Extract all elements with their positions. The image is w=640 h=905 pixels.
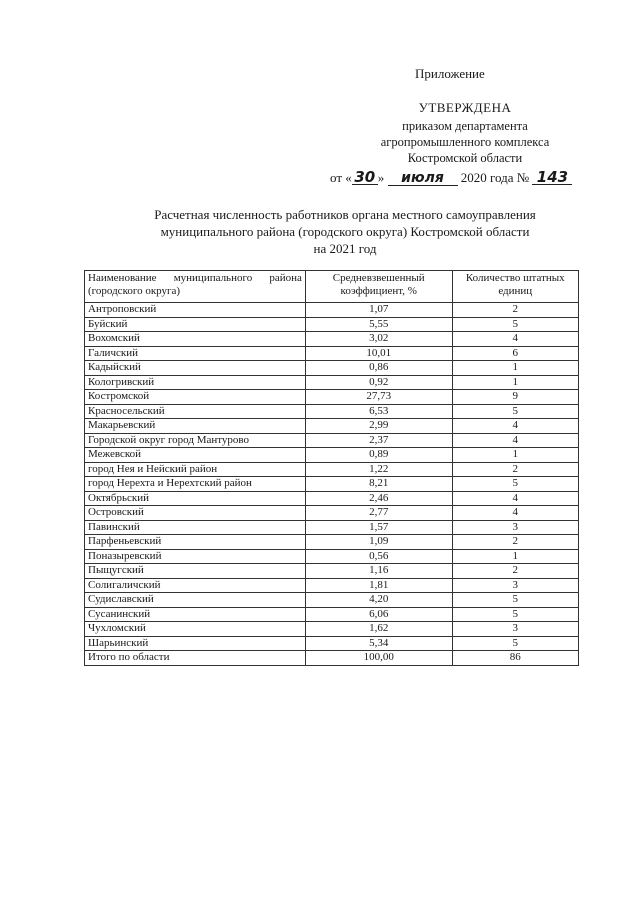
cell-staff-units: 4 bbox=[452, 433, 578, 448]
order-date-line bbox=[330, 170, 572, 186]
cell-district: Островский bbox=[85, 506, 306, 521]
table-row bbox=[85, 491, 579, 506]
title-line-1: Расчетная численность работников органа местного самоуправления bbox=[154, 207, 536, 222]
cell-district: Кологривский bbox=[85, 375, 306, 390]
date-mid: » bbox=[377, 170, 385, 185]
cell-district: Итого по области bbox=[85, 651, 306, 666]
cell-district: Пыщугский bbox=[85, 564, 306, 579]
cell-staff-units: 4 bbox=[452, 491, 578, 506]
cell-staff-units: 5 bbox=[452, 404, 578, 419]
table-row bbox=[85, 636, 579, 651]
table-row bbox=[85, 520, 579, 535]
table-body bbox=[85, 303, 579, 666]
cell-district: Шарьинский bbox=[85, 636, 306, 651]
table-row bbox=[85, 317, 579, 332]
cell-district: Сусанинский bbox=[85, 607, 306, 622]
year-text: 2020 года № bbox=[460, 170, 530, 185]
handwritten-order-number: 143 bbox=[532, 170, 572, 185]
table-row bbox=[85, 607, 579, 622]
table-row bbox=[85, 361, 579, 376]
table-row bbox=[85, 564, 579, 579]
cell-coefficient: 1,22 bbox=[305, 462, 452, 477]
cell-staff-units: 5 bbox=[452, 593, 578, 608]
cell-staff-units: 86 bbox=[452, 651, 578, 666]
cell-district: Октябрьский bbox=[85, 491, 306, 506]
table-total-row bbox=[85, 651, 579, 666]
cell-coefficient: 100,00 bbox=[305, 651, 452, 666]
cell-district: Павинский bbox=[85, 520, 306, 535]
handwritten-month: июля bbox=[388, 171, 458, 186]
cell-coefficient: 5,34 bbox=[305, 636, 452, 651]
table-row bbox=[85, 433, 579, 448]
handwritten-day: 30 bbox=[352, 170, 378, 185]
approval-line-2: агропромышленного комплекса bbox=[380, 135, 550, 149]
cell-staff-units: 2 bbox=[452, 564, 578, 579]
cell-staff-units: 2 bbox=[452, 535, 578, 550]
cell-coefficient: 0,86 bbox=[305, 361, 452, 376]
cell-district: Парфеньевский bbox=[85, 535, 306, 550]
cell-staff-units: 3 bbox=[452, 622, 578, 637]
table-row bbox=[85, 578, 579, 593]
cell-staff-units: 5 bbox=[452, 636, 578, 651]
cell-coefficient: 4,20 bbox=[305, 593, 452, 608]
cell-district: Костромской bbox=[85, 390, 306, 405]
column-header-staff-units: Количество штатных единиц bbox=[452, 271, 578, 303]
cell-coefficient: 2,46 bbox=[305, 491, 452, 506]
cell-staff-units: 4 bbox=[452, 506, 578, 521]
table-row bbox=[85, 390, 579, 405]
cell-district: Судиславский bbox=[85, 593, 306, 608]
table-row bbox=[85, 303, 579, 318]
approval-line-3: Костромской области bbox=[407, 151, 523, 165]
cell-district: Антроповский bbox=[85, 303, 306, 318]
cell-district: Чухломский bbox=[85, 622, 306, 637]
cell-staff-units: 5 bbox=[452, 607, 578, 622]
cell-district: Вохомский bbox=[85, 332, 306, 347]
cell-staff-units: 1 bbox=[452, 361, 578, 376]
cell-coefficient: 1,62 bbox=[305, 622, 452, 637]
cell-coefficient: 8,21 bbox=[305, 477, 452, 492]
cell-coefficient: 1,16 bbox=[305, 564, 452, 579]
cell-coefficient: 0,56 bbox=[305, 549, 452, 564]
document-title bbox=[95, 206, 595, 257]
cell-coefficient: 1,81 bbox=[305, 578, 452, 593]
cell-coefficient: 1,57 bbox=[305, 520, 452, 535]
table-row bbox=[85, 419, 579, 434]
staffing-table bbox=[84, 270, 579, 666]
cell-coefficient: 6,53 bbox=[305, 404, 452, 419]
cell-staff-units: 1 bbox=[452, 448, 578, 463]
table-row bbox=[85, 448, 579, 463]
cell-coefficient: 27,73 bbox=[305, 390, 452, 405]
cell-staff-units: 6 bbox=[452, 346, 578, 361]
title-line-3: на 2021 год bbox=[313, 241, 377, 256]
cell-district: Солигаличский bbox=[85, 578, 306, 593]
cell-coefficient: 3,02 bbox=[305, 332, 452, 347]
cell-district: Буйский bbox=[85, 317, 306, 332]
cell-coefficient: 1,07 bbox=[305, 303, 452, 318]
cell-district: Галичский bbox=[85, 346, 306, 361]
table-row bbox=[85, 506, 579, 521]
title-line-2: муниципального района (городского округа) Костромской области bbox=[160, 224, 530, 239]
cell-district: Городской округ город Мантурово bbox=[85, 433, 306, 448]
cell-coefficient: 2,99 bbox=[305, 419, 452, 434]
cell-staff-units: 1 bbox=[452, 375, 578, 390]
cell-coefficient: 0,92 bbox=[305, 375, 452, 390]
cell-coefficient: 2,37 bbox=[305, 433, 452, 448]
cell-coefficient: 6,06 bbox=[305, 607, 452, 622]
table-row bbox=[85, 535, 579, 550]
table-row bbox=[85, 549, 579, 564]
cell-staff-units: 2 bbox=[452, 462, 578, 477]
cell-coefficient: 5,55 bbox=[305, 317, 452, 332]
table-row bbox=[85, 593, 579, 608]
column-header-district: Наименование муниципального района (городского округа) bbox=[85, 271, 306, 303]
cell-district: Межевской bbox=[85, 448, 306, 463]
cell-coefficient: 10,01 bbox=[305, 346, 452, 361]
cell-district: город Нерехта и Нерехтский район bbox=[85, 477, 306, 492]
cell-staff-units: 9 bbox=[452, 390, 578, 405]
approval-block bbox=[325, 100, 605, 166]
cell-district: город Нея и Нейский район bbox=[85, 462, 306, 477]
appendix-label: Приложение bbox=[415, 66, 485, 81]
table-row bbox=[85, 346, 579, 361]
table-row bbox=[85, 477, 579, 492]
table-row bbox=[85, 404, 579, 419]
cell-district: Кадыйский bbox=[85, 361, 306, 376]
cell-district: Макарьевский bbox=[85, 419, 306, 434]
table-row bbox=[85, 375, 579, 390]
cell-coefficient: 0,89 bbox=[305, 448, 452, 463]
cell-district: Поназыревский bbox=[85, 549, 306, 564]
cell-coefficient: 2,77 bbox=[305, 506, 452, 521]
cell-staff-units: 4 bbox=[452, 332, 578, 347]
table-header-row bbox=[85, 271, 579, 303]
cell-staff-units: 5 bbox=[452, 317, 578, 332]
table-row bbox=[85, 462, 579, 477]
cell-district: Красносельский bbox=[85, 404, 306, 419]
table-row bbox=[85, 332, 579, 347]
cell-staff-units: 3 bbox=[452, 578, 578, 593]
cell-staff-units: 1 bbox=[452, 549, 578, 564]
cell-staff-units: 2 bbox=[452, 303, 578, 318]
column-header-coefficient: Средневзвешенный коэффициент, % bbox=[305, 271, 452, 303]
date-prefix: от « bbox=[330, 170, 352, 185]
approved-heading: УТВЕРЖДЕНА bbox=[418, 100, 512, 115]
cell-staff-units: 3 bbox=[452, 520, 578, 535]
cell-staff-units: 5 bbox=[452, 477, 578, 492]
cell-coefficient: 1,09 bbox=[305, 535, 452, 550]
approval-line-1: приказом департамента bbox=[402, 119, 528, 133]
table-row bbox=[85, 622, 579, 637]
cell-staff-units: 4 bbox=[452, 419, 578, 434]
